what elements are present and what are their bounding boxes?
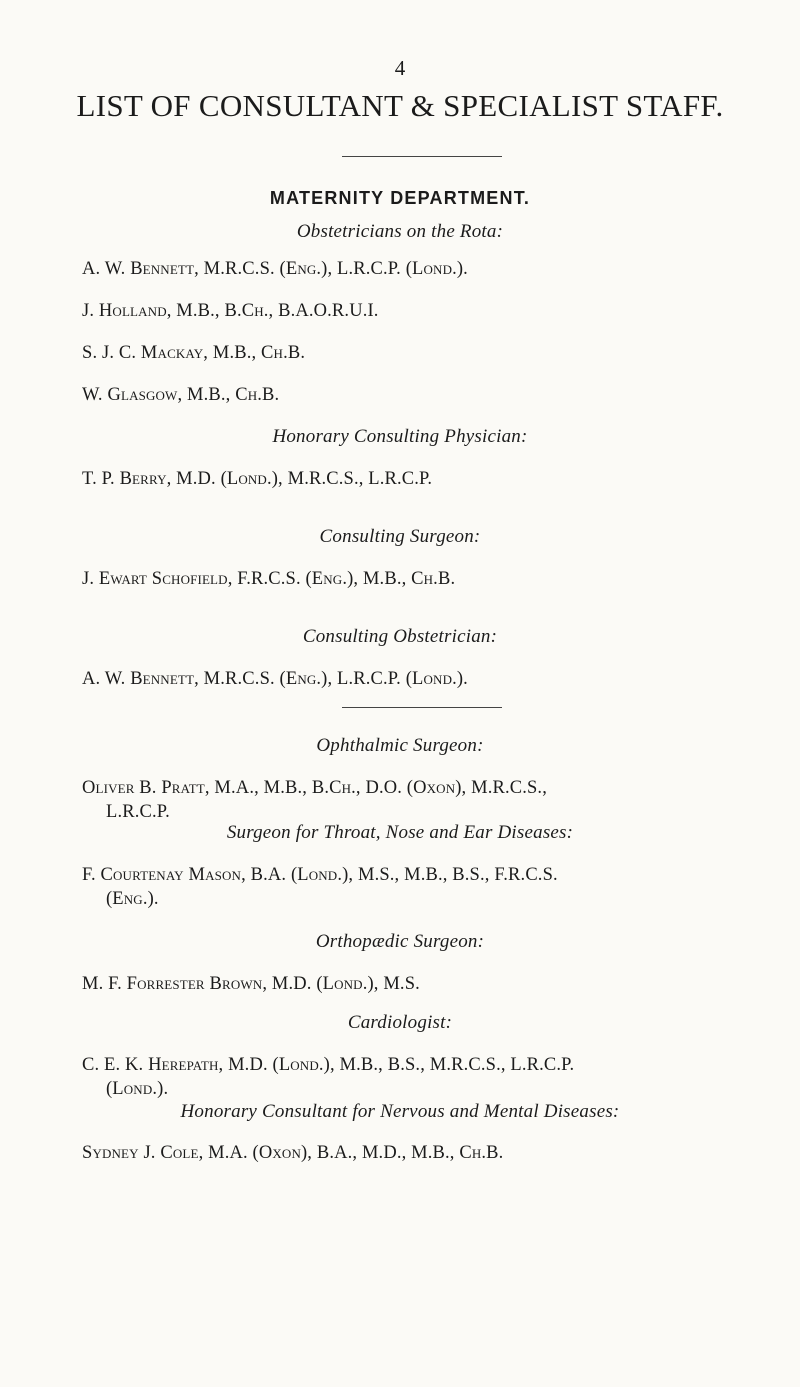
- staff-entry: [82, 1053, 762, 1101]
- staff-entry: A. W. Bennett, M.R.C.S. (Eng.), L.R.C.P. (Lond.).: [82, 259, 468, 279]
- section-heading-consulting-obstetrician: Consulting Obstetrician:: [302, 626, 498, 647]
- section-heading-ent-surgeon: Surgeon for Throat, Nose and Ear Diseases:: [226, 822, 574, 843]
- page-number: 4: [394, 56, 406, 80]
- section-heading-consulting-physician: Honorary Consulting Physician:: [272, 426, 528, 447]
- page-title: LIST OF CONSULTANT & SPECIALIST STAFF.: [76, 88, 724, 123]
- divider: [342, 707, 502, 708]
- section-heading-ophthalmic-surgeon: Ophthalmic Surgeon:: [316, 735, 484, 756]
- department-title: MATERNITY DEPARTMENT.: [269, 188, 531, 208]
- entry-line: C. E. K. Herepath, M.D. (Lond.), M.B., B.S., M.R.C.S., L.R.C.P.: [82, 1055, 575, 1075]
- staff-entry: S. J. C. Mackay, M.B., Ch.B.: [82, 343, 306, 363]
- divider: [342, 156, 502, 157]
- section-heading-cardiologist: Cardiologist:: [347, 1012, 453, 1033]
- staff-entry: A. W. Bennett, M.R.C.S. (Eng.), L.R.C.P. (Lond.).: [82, 669, 468, 689]
- entry-continuation: (Eng.).: [106, 889, 159, 909]
- staff-entry: J. Ewart Schofield, F.R.C.S. (Eng.), M.B., Ch.B.: [82, 569, 456, 589]
- staff-entry: T. P. Berry, M.D. (Lond.), M.R.C.S., L.R.C.P.: [82, 469, 433, 489]
- staff-entry: J. Holland, M.B., B.Ch., B.A.O.R.U.I.: [82, 301, 379, 321]
- entry-continuation: (Lond.).: [106, 1079, 169, 1099]
- section-heading-obstetricians: Obstetricians on the Rota:: [296, 221, 504, 242]
- section-heading-orthopaedic-surgeon: Orthopædic Surgeon:: [315, 931, 485, 952]
- entry-continuation: L.R.C.P.: [106, 802, 170, 822]
- section-heading-nervous-mental-diseases: Honorary Consultant for Nervous and Mental Diseases:: [180, 1101, 620, 1122]
- entry-line: F. Courtenay Mason, B.A. (Lond.), M.S., M.B., B.S., F.R.C.S.: [82, 865, 558, 885]
- staff-entry: [82, 776, 762, 824]
- section-heading-consulting-surgeon: Consulting Surgeon:: [319, 526, 481, 547]
- staff-entry: [82, 863, 762, 911]
- staff-entry: M. F. Forrester Brown, M.D. (Lond.), M.S.: [82, 974, 420, 994]
- staff-entry: Sydney J. Cole, M.A. (Oxon), B.A., M.D., M.B., Ch.B.: [82, 1143, 504, 1163]
- entry-line: Oliver B. Pratt, M.A., M.B., B.Ch., D.O. (Oxon), M.R.C.S.,: [82, 778, 547, 798]
- staff-entry: W. Glasgow, M.B., Ch.B.: [82, 385, 280, 405]
